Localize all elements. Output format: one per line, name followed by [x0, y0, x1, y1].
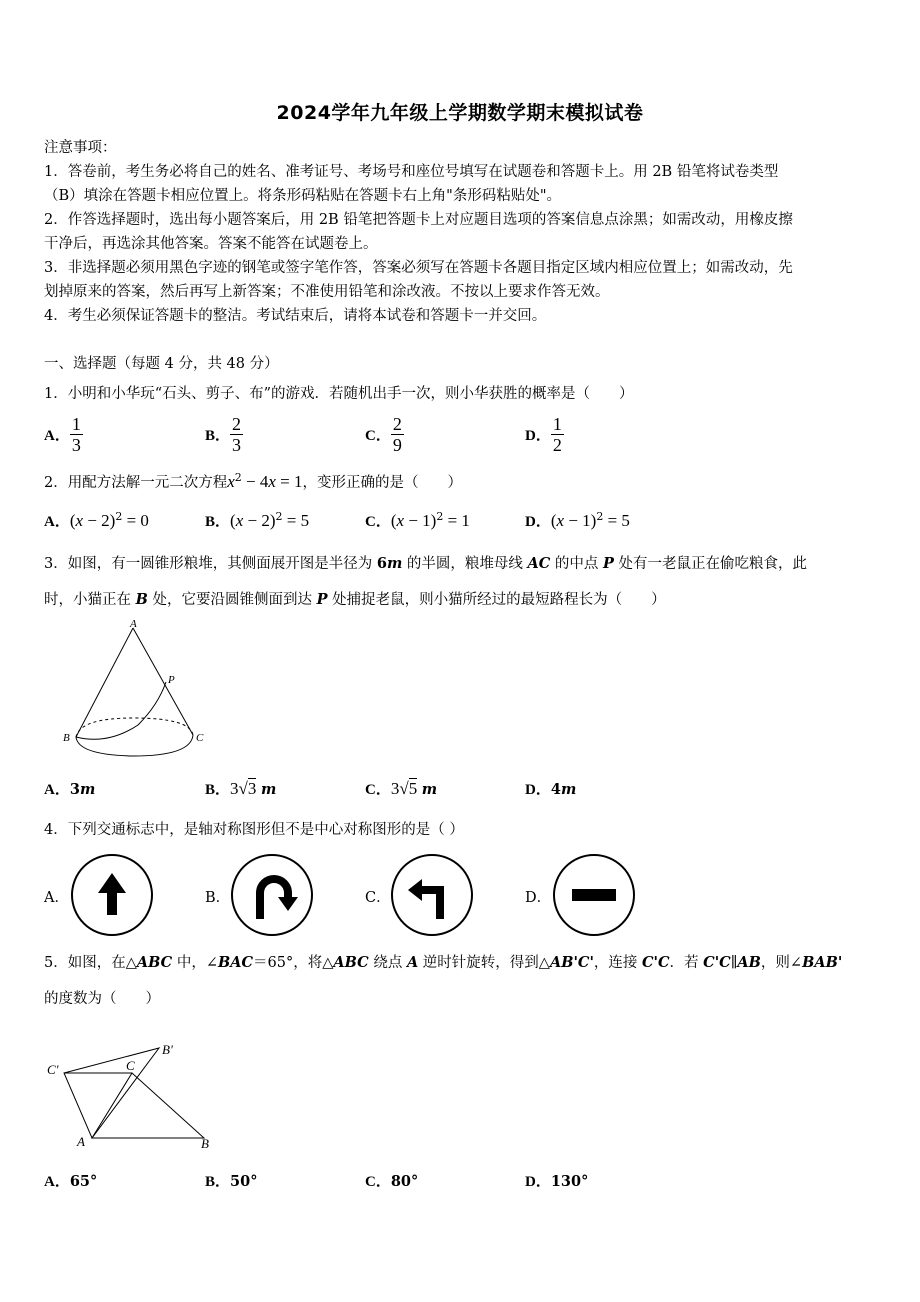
q5-var: ABC [136, 954, 173, 971]
q3-var: P [316, 591, 328, 608]
cone-right-edge [133, 628, 193, 735]
q5-option-c[interactable] [365, 1170, 418, 1191]
cone-left-edge [76, 628, 133, 737]
q4-option-d-label[interactable]: D． [525, 890, 552, 906]
math-term: = 5 [603, 511, 630, 530]
fraction-numerator: 1 [71, 414, 81, 434]
label-C: C [126, 1058, 135, 1073]
q5-stem-line2: 的度数为（ ） [44, 991, 160, 1007]
fraction-numerator: 2 [232, 414, 242, 434]
q5-var: ABC [333, 954, 369, 971]
q5-var: AB [737, 954, 761, 971]
q1-stem: 1．小明和小华玩“石头、剪子、布”的游戏．若随机出手一次，则小华获胜的概率是（ ） [44, 386, 634, 402]
radicand: 3 [247, 779, 257, 798]
option-label: A． [44, 428, 70, 444]
option-label: D． [525, 428, 551, 444]
q3-stem-line2 [44, 590, 666, 610]
notice-line: （B）填涂在答题卡相应位置上。将条形码粘贴在答题卡右上角"条形码粘贴处"。 [44, 188, 561, 204]
q2-option-d[interactable] [525, 510, 630, 531]
option-label: C． [365, 428, 391, 444]
cone-base-front [76, 735, 193, 756]
option-label: D． [525, 514, 551, 530]
fraction-numerator: 1 [552, 414, 562, 434]
q3-option-d[interactable] [525, 778, 576, 799]
math-exponent: 2 [234, 471, 242, 484]
q2-stem-text: ，变形正确的是（ ） [302, 474, 463, 491]
q5-stem-line1 [44, 953, 842, 973]
q3-cone-figure [58, 615, 218, 760]
q5-option-d[interactable] [525, 1170, 588, 1191]
q2-option-a[interactable] [44, 510, 149, 531]
option-value: 130° [550, 1173, 589, 1190]
option-coef: 3 [69, 781, 80, 798]
option-unit: m [79, 781, 96, 798]
radicand: 5 [408, 779, 418, 798]
math-term: ( [69, 511, 76, 530]
q3-text: 处捕捉老鼠，则小猫所经过的最短路程长为（ ） [327, 592, 666, 608]
q3-var: B [135, 591, 148, 608]
triangle-AB1C1 [64, 1048, 159, 1138]
page-title: 2024学年九年级上学期数学期末模拟试卷 [276, 102, 644, 124]
u-turn-sign-icon[interactable] [230, 853, 314, 937]
math-term: − 4 [241, 471, 269, 491]
label-B: B [201, 1136, 209, 1151]
q5-text: ，则∠ [760, 955, 803, 971]
up-arrow-sign-icon[interactable] [70, 853, 154, 937]
option-value: 65° [69, 1173, 98, 1190]
option-coef: 3 [390, 779, 400, 798]
q5-var: C'C [703, 954, 731, 971]
option-unit: m [560, 781, 577, 798]
option-value: 50° [230, 1173, 258, 1190]
label-C: C [196, 732, 204, 744]
q5-var: BAB' [802, 954, 843, 971]
notice-line: 1．答卷前，考生务必将自己的姓名、准考证号、考场号和座位号填写在试题卷和答题卡上。用 2B 铅笔将试卷类型 [44, 164, 779, 180]
math-term: = 1 [443, 511, 470, 530]
fraction-denominator: 3 [71, 435, 81, 455]
math-var: x [556, 511, 565, 530]
option-label: A． [44, 782, 70, 798]
q4-option-a-label[interactable]: A． [44, 890, 69, 906]
option-unit: m [421, 781, 438, 798]
fraction [230, 414, 243, 455]
math-exponent: 2 [436, 510, 444, 524]
math-term: = 1 [275, 471, 303, 491]
no-entry-sign-icon[interactable] [552, 853, 636, 937]
option-value: 80° [390, 1173, 419, 1190]
notice-line: 3．非选择题必须用黑色字迹的钢笔或签字笔作答，答案必须写在答题卡各题目指定区域内相应位置上；如需改动，先 [44, 260, 793, 276]
label-B: B [63, 732, 70, 744]
math-exponent: 2 [596, 510, 604, 524]
q3-text: 处，它要沿圆锥侧面到达 [147, 592, 317, 608]
label-P: P [168, 674, 175, 686]
q5-var: A [406, 954, 419, 971]
math-term: − 1) [564, 511, 597, 530]
fraction-denominator: 3 [232, 435, 242, 455]
q5-option-b[interactable] [205, 1170, 257, 1191]
fraction [551, 414, 564, 455]
option-label: D． [525, 782, 551, 798]
q3-text: 的中点 [550, 556, 604, 572]
q3-unit: m [386, 555, 403, 572]
q1-option-d[interactable] [525, 414, 564, 455]
q3-value: 6 [376, 555, 387, 572]
option-label: C． [365, 782, 391, 798]
q2-stem [44, 468, 462, 493]
fraction [70, 414, 83, 455]
option-label: B． [205, 782, 231, 798]
sqrt-symbol: √ [399, 779, 409, 798]
q3-text: 处有一老鼠正在偷吃粮食，此 [613, 556, 808, 572]
q5-text: ，连接 [593, 955, 643, 971]
math-var: x [75, 511, 84, 530]
notice-heading: 注意事项： [44, 140, 117, 156]
math-var: x [227, 471, 235, 491]
q5-text: 逆时针旋转，得到△ [418, 955, 550, 971]
q5-text: ＝65°，将△ [253, 955, 334, 971]
q5-text: 5．如图，在△ [44, 955, 137, 971]
option-label: C． [365, 1174, 391, 1190]
math-exponent: 2 [275, 510, 283, 524]
q2-stem-text: 2．用配方法解一元二次方程 [44, 474, 228, 491]
q2-option-b[interactable] [205, 510, 309, 531]
fraction-denominator: 2 [552, 435, 562, 455]
q1-option-c[interactable] [365, 414, 404, 455]
q5-text: ．若 [669, 955, 704, 971]
q3-option-c[interactable] [365, 778, 437, 799]
option-label: A． [44, 1174, 70, 1190]
label-C1: C' [47, 1062, 59, 1077]
fraction-numerator: 2 [392, 414, 402, 434]
option-label: D． [525, 1174, 551, 1190]
triangle-ABC [92, 1073, 204, 1138]
q3-stem-line1 [44, 554, 807, 574]
label-B1: B' [162, 1042, 173, 1057]
math-term: ( [390, 511, 397, 530]
q3-var: P [603, 555, 614, 572]
sqrt-symbol: √ [238, 779, 248, 798]
option-label: B． [205, 514, 231, 530]
q5-triangle-figure [44, 1040, 224, 1152]
q5-var: AB'C' [549, 954, 594, 971]
q4-option-c-label[interactable]: C． [365, 890, 391, 906]
q3-text: 3．如图，有一圆锥形粮堆，其侧面展开图是半径为 [44, 556, 377, 572]
math-term: = 0 [122, 511, 149, 530]
left-turn-sign-icon[interactable] [390, 853, 474, 937]
q5-text: ∥ [730, 955, 738, 971]
notice-line: 干净后，再选涂其他答案。答案不能答在试题卷上。 [44, 236, 378, 252]
q3-option-b[interactable] [205, 778, 276, 799]
option-coef: 4 [550, 781, 561, 798]
math-term: − 1) [404, 511, 437, 530]
q3-text: 的半圆，粮堆母线 [402, 556, 528, 572]
q5-text: 中，∠ [172, 955, 218, 971]
math-term: = 5 [282, 511, 310, 530]
q4-stem: 4．下列交通标志中，是轴对称图形但不是中心对称图形的是（ ） [44, 822, 464, 838]
option-coef: 3 [230, 779, 239, 798]
math-var: x [235, 511, 244, 530]
math-term: ( [550, 511, 557, 530]
label-A: A [77, 1134, 85, 1149]
fraction-denominator: 9 [392, 435, 402, 455]
math-term: − 2) [243, 511, 276, 530]
option-label: A． [44, 514, 70, 530]
notice-line: 4．考生必须保证答题卡的整洁。考试结束后，请将本试卷和答题卡一并交回。 [44, 308, 547, 324]
q1-option-a[interactable] [44, 414, 83, 455]
math-var: x [268, 471, 276, 491]
q3-text: 时，小猫正在 [44, 592, 136, 608]
label-A: A [130, 618, 137, 630]
math-var: x [396, 511, 405, 530]
notice-line: 划掉原来的答案，然后再写上新答案；不准使用铅笔和涂改液。不按以上要求作答无效。 [44, 284, 610, 300]
q3-option-a[interactable] [44, 778, 95, 799]
q5-var: BAC [217, 954, 254, 971]
q5-var: C'C [642, 954, 670, 971]
math-term: − 2) [83, 511, 116, 530]
option-label: B． [205, 1174, 231, 1190]
q1-option-b[interactable] [205, 414, 243, 455]
math-term: ( [230, 511, 236, 530]
q5-option-a[interactable] [44, 1170, 97, 1191]
q4-option-b-label[interactable]: B． [205, 890, 231, 906]
option-label: C． [365, 514, 391, 530]
fraction [391, 414, 404, 455]
q3-var: AC [527, 555, 551, 572]
q2-option-c[interactable] [365, 510, 470, 531]
notice-line: 2．作答选择题时，选出每小题答案后，用 2B 铅笔把答题卡上对应题目选项的答案信息点涂黑；如需改动，用橡皮擦 [44, 212, 793, 228]
option-label: B． [205, 428, 231, 444]
math-exponent: 2 [115, 510, 123, 524]
q5-text: 绕点 [368, 955, 407, 971]
section-heading: 一、选择题（每题 4 分，共 48 分） [44, 356, 279, 372]
option-unit: m [260, 781, 277, 798]
